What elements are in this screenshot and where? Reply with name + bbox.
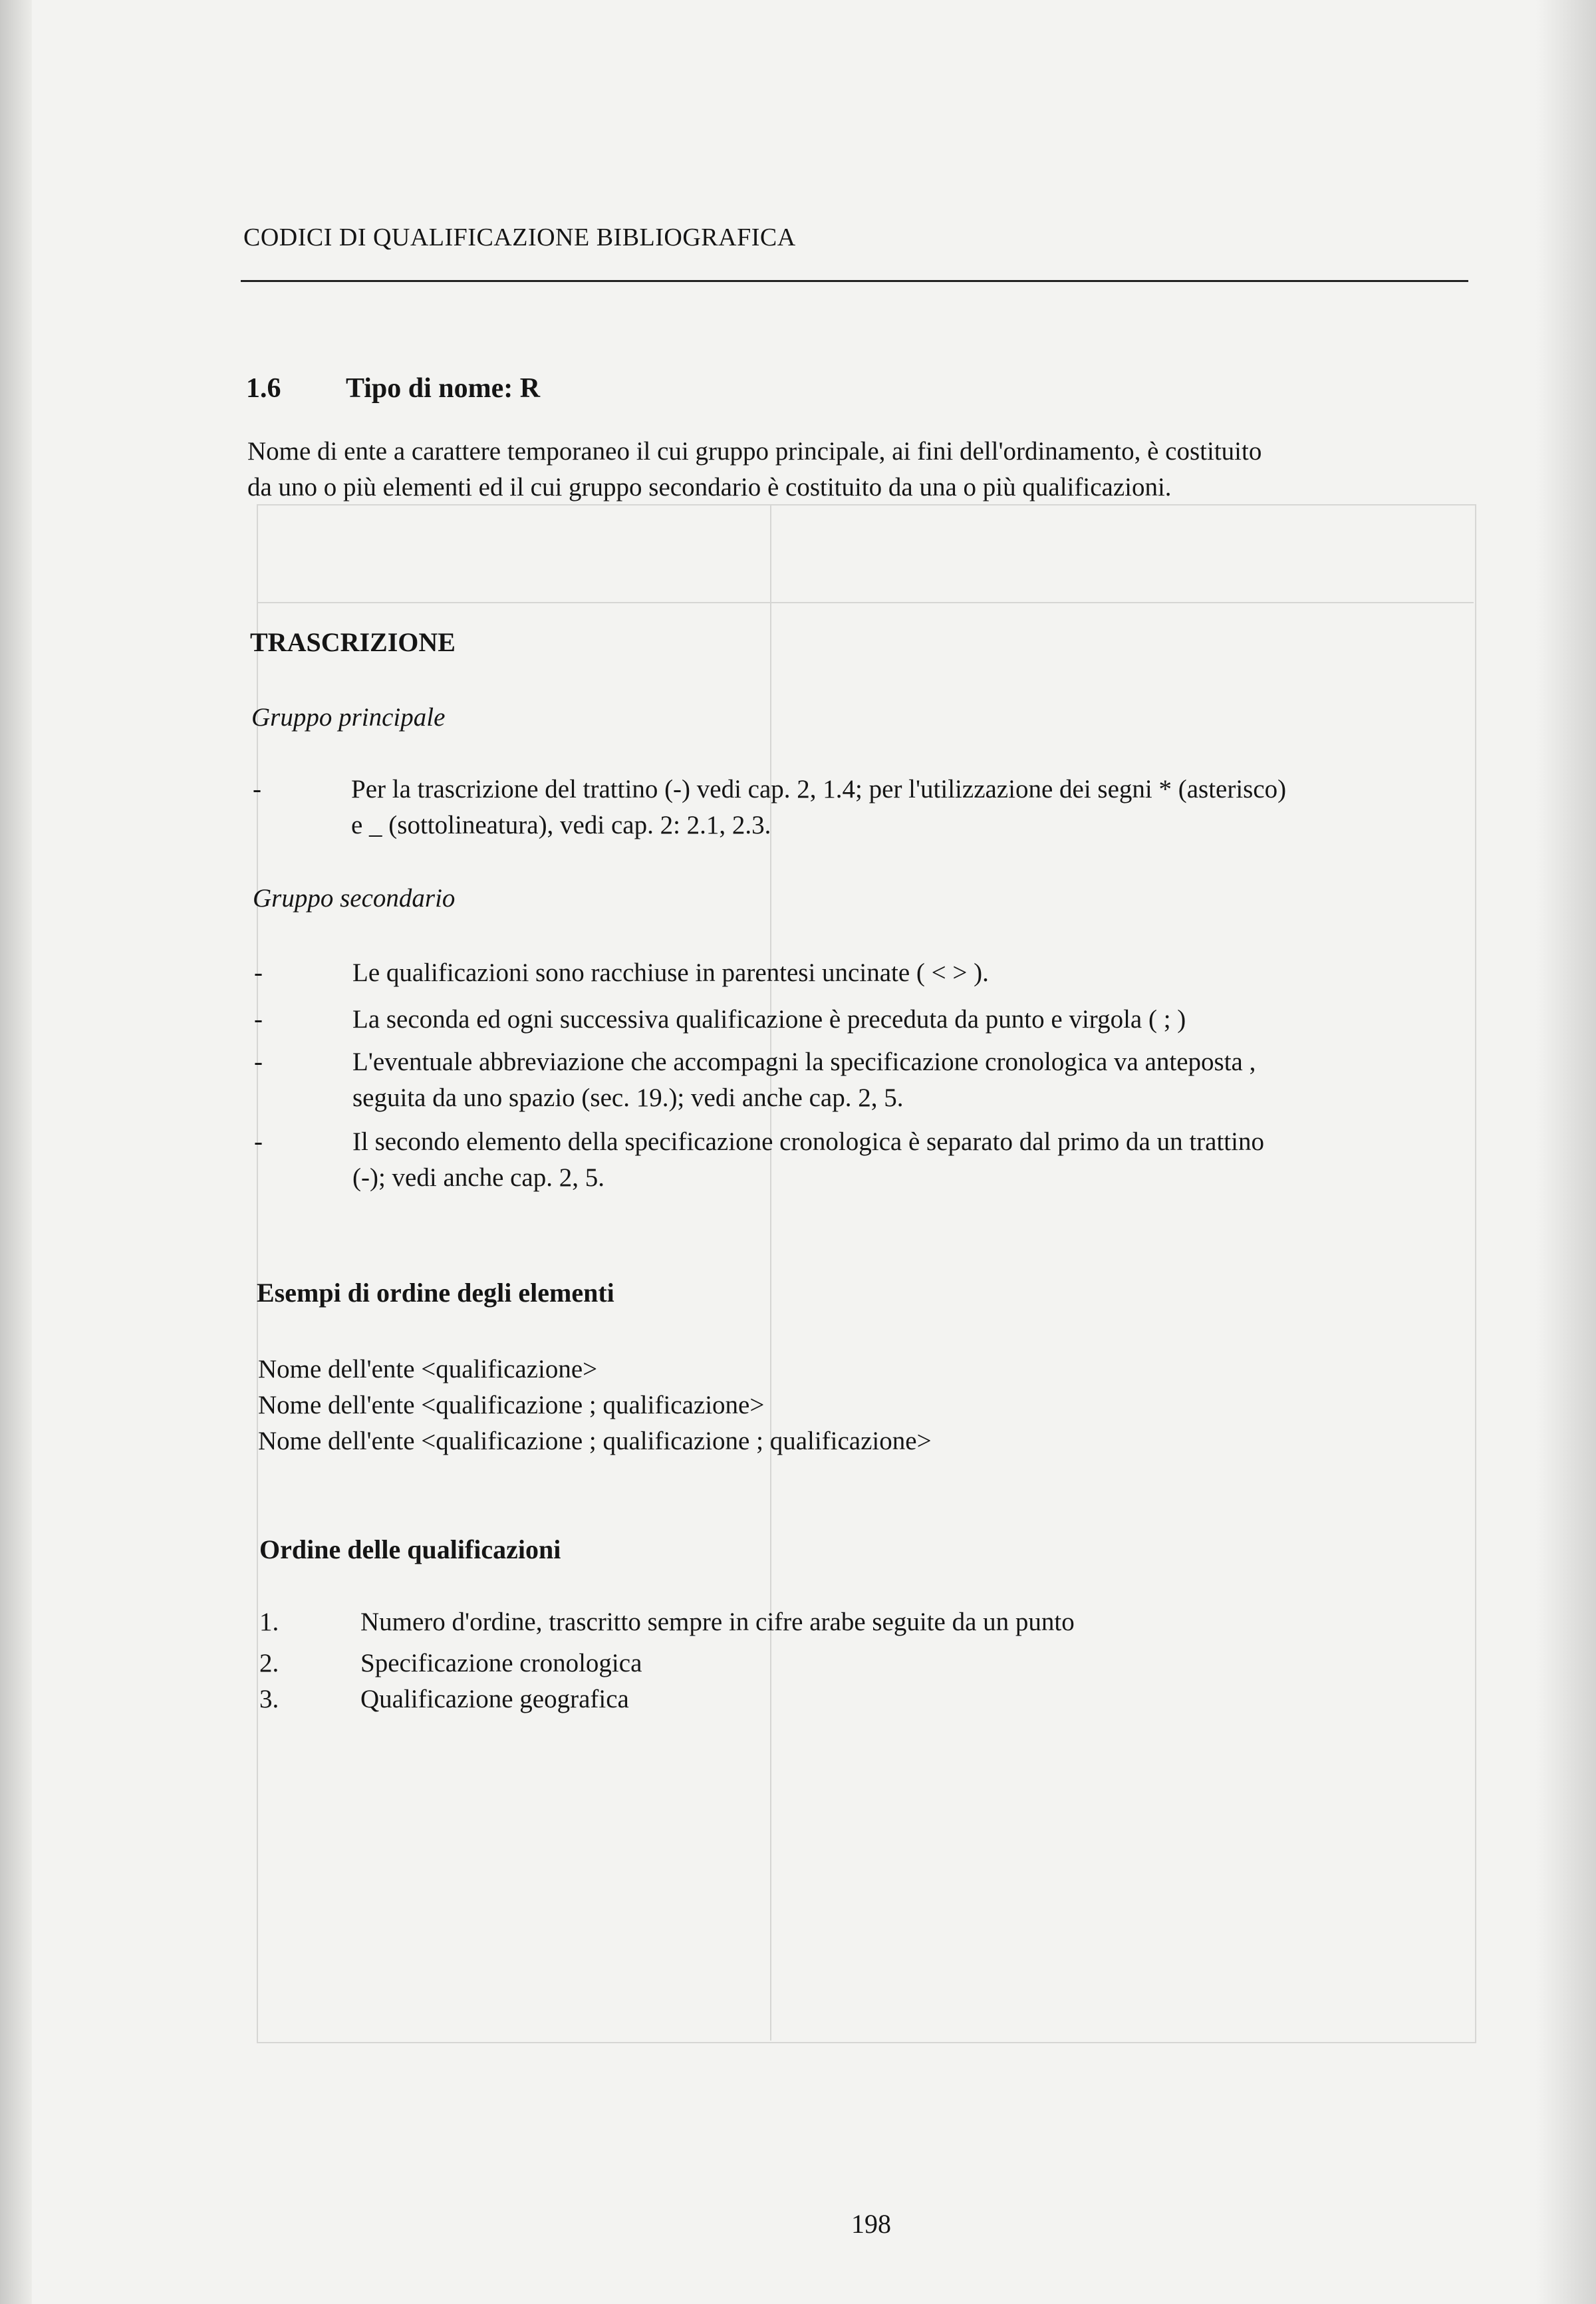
intro-line: da uno o più elementi ed il cui gruppo secondario è costituito da una o più qualificazioni.	[247, 473, 1172, 502]
bullet-text	[352, 1002, 1186, 1038]
ordine-heading: Ordine delle qualificazioni	[259, 1534, 561, 1564]
trascrizione-heading: TRASCRIZIONE	[250, 627, 456, 657]
bullet-dash: -	[254, 958, 263, 987]
list-number: 2.	[259, 1649, 279, 1677]
bullet-text	[351, 772, 1286, 843]
section-title: Tipo di nome: R	[346, 373, 541, 404]
bullet-dash: -	[254, 1005, 263, 1034]
list-text: Qualificazione geografica	[360, 1685, 629, 1713]
show-through-table-frame	[257, 504, 1476, 2043]
bullet-dash: -	[254, 1048, 263, 1076]
list-number: 1.	[259, 1608, 279, 1636]
section-number: 1.6	[246, 373, 281, 404]
bullet-item	[254, 1002, 1471, 1038]
running-head-rule	[241, 280, 1468, 282]
list-item	[259, 1604, 1456, 1640]
intro-paragraph	[247, 434, 1471, 505]
gruppo-secondario-label: Gruppo secondario	[253, 884, 456, 913]
bullet-item	[254, 1124, 1471, 1197]
bullet-text	[352, 1044, 1256, 1116]
example-line: Nome dell'ente <qualificazione>	[258, 1355, 598, 1383]
page-number: 198	[851, 2209, 891, 2239]
bullet-line: Il secondo elemento della specificazione cronologica è separato dal primo da un trattino	[352, 1127, 1264, 1156]
intro-line: Nome di ente a carattere temporaneo il cui gruppo principale, ai fini dell'ordinamento, è costituito	[247, 437, 1262, 466]
show-through-table-divider	[770, 504, 771, 2041]
bullet-item	[254, 955, 1471, 991]
list-text: Specificazione cronologica	[360, 1649, 642, 1677]
bullet-line: seguita da uno spazio (sec. 19.); vedi anche cap. 2, 5.	[352, 1083, 904, 1112]
list-item	[259, 1646, 1456, 1681]
bullet-line: e _ (sottolineatura), vedi cap. 2: 2.1, 2.3.	[351, 811, 771, 839]
page-edge-shadow-left	[0, 0, 32, 2304]
running-head: CODICI DI QUALIFICAZIONE BIBLIOGRAFICA	[243, 223, 796, 251]
list-item	[259, 1681, 1456, 1717]
gruppo-principale-label: Gruppo principale	[251, 703, 446, 732]
bullet-text	[352, 1124, 1264, 1196]
bullet-text	[352, 955, 989, 991]
bullet-item	[253, 772, 1470, 845]
section-heading	[246, 372, 540, 404]
list-text: Numero d'ordine, trascritto sempre in cifre arabe seguite da un punto	[360, 1608, 1075, 1636]
esempi-heading: Esempi di ordine degli elementi	[257, 1278, 614, 1308]
bullet-line: Le qualificazioni sono racchiuse in parentesi uncinate ( < > ).	[352, 958, 989, 987]
bullet-line: (-); vedi anche cap. 2, 5.	[352, 1163, 604, 1192]
bullet-item	[254, 1044, 1471, 1117]
example-line: Nome dell'ente <qualificazione ; qualificazione ; qualificazione>	[258, 1427, 932, 1455]
bullet-dash: -	[253, 775, 261, 803]
bullet-line: Per la trascrizione del trattino (-) vedi cap. 2, 1.4; per l'utilizzazione dei segni * (asterisco)	[351, 775, 1287, 803]
bullet-dash: -	[254, 1127, 263, 1156]
list-number: 3.	[259, 1685, 279, 1713]
page-edge-shadow-right	[1536, 0, 1596, 2304]
example-line: Nome dell'ente <qualificazione ; qualificazione>	[258, 1391, 765, 1419]
bullet-line: La seconda ed ogni successiva qualificazione è preceduta da punto e virgola ( ; )	[352, 1005, 1186, 1034]
show-through-table-header-rule	[257, 602, 1474, 603]
bullet-line: L'eventuale abbreviazione che accompagni la specificazione cronologica va anteposta ,	[352, 1048, 1256, 1076]
